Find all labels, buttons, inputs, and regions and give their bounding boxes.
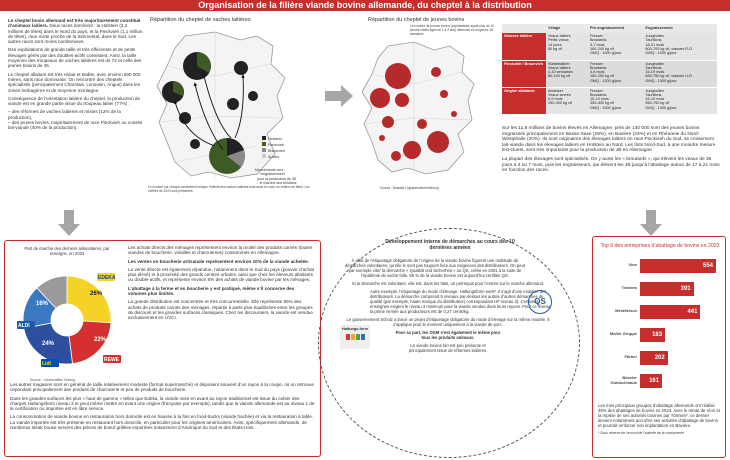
retailer-logo — [17, 321, 35, 329]
matrix-row — [502, 33, 717, 60]
matrix-cell: Jungbullen Taurillons 18-21 mois 600-700 kg vif, classes R-O GMQ : 1000 g/jour — [643, 33, 717, 60]
matrix-row — [502, 60, 717, 87]
svg-text:EDEKA: EDEKA — [98, 275, 116, 281]
center-p6: La viande bovine bio est peu présente et principalement issue de réformes laitières. — [408, 343, 488, 353]
top6-bar: 441 — [640, 305, 700, 319]
matrix-cell: Jungbullen Taurillons 16-19 mois 650-750 kg vif, classes U-R GMQ : 1300 g/jour — [643, 60, 717, 87]
right-p2: La plupart des élevages sont spécialisés. On y aussi les « broutards », qui élèvent les veaux de 36 jours à 4 ou 7 mois, puis les engraisseurs, qui élèvent les JB jusqu’à l’abattage autour de 17 à 21 mois en fonction des races. — [502, 156, 720, 174]
distrib-p8: La consommation de viande bovine en restauration hors domicile est en hausse à la fois en food-trucks (viande hachée) et via la restauration à table. La viande importée est très présente en restaurant hors domicile, en particulier pour les origines américaines. Ainsi, spécifiquement allemande, de nombreux steak house servent des pièces de boeuf grillées importées notamment d’Amérique du Sud et des États-Unis. — [10, 414, 314, 431]
pie-slice-label: 24% — [42, 341, 55, 347]
company-label: Westfleisch — [614, 308, 637, 314]
matrix-cell: Absetzer Veaux sevrés 6-9 mois 250-300 kg vif — [546, 87, 588, 114]
top6-bar-row — [600, 281, 718, 296]
matrix-row — [502, 87, 717, 114]
pie-slice-edeka — [67, 276, 111, 323]
top6-note: * Sous réserve de l’accord de l’autorité de la concurrence — [598, 431, 684, 435]
intro-p4-item2: – des jeunes bovins, majoritairement de race Fleckvieh ou croisés lait-viande (40% de la production). — [8, 120, 143, 131]
company-label: Müller Gruppe — [609, 331, 637, 337]
matrix-cell: Fresser Broutards 4-7 mois 160-240 kg vif GMQ : 1000 g/jour — [588, 33, 643, 60]
qs-logo: QS — [528, 290, 552, 314]
matrix-cell: Fresser Broutards 4-6 mois 160-250 kg vif GMQ : 1200 g/jour — [588, 60, 643, 87]
center-p4: Le gouvernement Scholz a lancé un projet d’étiquetage obligatoire du mode d’élevage sur la même modèle. Il s’applique pour le moment uniquement à la viande de porc. — [346, 317, 550, 327]
market-share-pie-chart — [12, 265, 122, 375]
legend-item: Fleckvieh — [262, 142, 285, 148]
company-label: Tönnies — [621, 285, 637, 291]
top6-bar: 161 — [640, 374, 662, 388]
distrib-p1: Les achats directs des ménages représentent environ la moitié des produits carnés (toutes viandes de boucherie, volailles et charcuteries) consommés en Allemagne. — [128, 245, 313, 256]
distrib-p2: Les ventes en boucherie artisanale représentent environ 10% de la viande achetée. — [128, 258, 310, 264]
pie-title: Part de marché des derniers alimentaires, par enseigne, en 2023 — [24, 246, 110, 256]
company-label: Böseler Goldschmaus — [610, 375, 637, 385]
matrix-header — [502, 24, 546, 33]
map1-legend — [262, 136, 285, 160]
center-p5: Pour sa part, les OGM s’est également le même pour tous les produits animaux. — [395, 330, 501, 340]
matrix-header: Engraissement — [643, 24, 717, 33]
top6-caption — [598, 403, 722, 435]
center-text — [342, 258, 554, 353]
matrix-cell: Fresser Broutards 10-13 mois 350-400 kg vif GMQ : 1000 g/jour — [588, 87, 643, 114]
pie-slice-label: 26% — [90, 291, 103, 297]
matrix-cell: Jungbullen Taurillons 16-19 mois 650-750 kg vif GMQ : 1300 g/jour — [643, 87, 717, 114]
legend-item: Autres — [262, 154, 285, 160]
intro-p4-item1: – des réformes de vaches laitières et mixtes (12% de la production), — [8, 109, 121, 120]
distribution-text-bottom — [10, 382, 315, 430]
matrix-cell: Veaux laitiers Petits veaux 14 jours 60 kg vif — [546, 33, 588, 60]
top6-bar-row — [600, 258, 718, 273]
top6-bar-row — [600, 304, 718, 319]
arrow-down-icon — [58, 210, 80, 236]
intro-text — [8, 18, 143, 131]
top6-title: Top 6 des entreprises d’abattage de bovins en 2023 — [600, 243, 720, 249]
intro-p1b: Deux races dominent : la Holstein (2,2 millions de têtes) dans le Nord du pays, et la Fleckvieh (1,1 million de têtes), race mixte proche de la Simmental, dans le Sud. Les autres races sont moins nombreuses. — [8, 23, 143, 45]
pie-slice-label: 16% — [36, 301, 49, 307]
intro-p3: Le cheptel allaitant est très réduit et stable, avec environ 600 000 mères, sans race dominante. On rencontre des cheptels spécialisés (principalement Charolais, Limousin, Angus) dans les zones herbagères et de moyenne montagne. — [8, 71, 141, 93]
legend-item: Holstein — [262, 136, 285, 142]
pie-slice-label: 22% — [94, 337, 107, 343]
retailer-logo — [97, 273, 116, 281]
map2-young-bulls-germany — [352, 38, 502, 186]
matrix-cell: Starterkälber Veaux laitiers 4-10 semaines 80-100 kg vif — [546, 60, 588, 87]
top6-bar: 202 — [640, 351, 668, 365]
top6-bar-chart — [600, 258, 718, 396]
company-label: Färber — [624, 354, 637, 360]
map1-title: Répartition du cheptel de vaches laitières — [150, 17, 251, 23]
top6-bar-row — [600, 327, 718, 342]
matrix-header: Pré-engraissement — [588, 24, 643, 33]
top6-bar: 554 — [640, 259, 716, 273]
top6-bar-row — [600, 373, 718, 388]
distribution-text — [128, 245, 314, 324]
right-text — [502, 126, 720, 174]
retailer-logo — [41, 359, 59, 367]
svg-text:ALDI: ALDI — [18, 323, 30, 329]
haltungsform-logo: Haltungs-form — [340, 325, 370, 349]
top6-caption-text: Les trois principaux groupes d’abattage allemands ont réalisé 45% des abattages de bovins en 2023. Avec le retrait de Vion et la reprise de ses activités bovines par Tönnies*, ce dernier devient notamment accroître ses activités d’abattage de bovins et pourrait renforcer son implantation en Bavière. — [598, 403, 720, 428]
center-title: Développement interne de démarches au cours des 10 dernières années — [385, 239, 515, 251]
matrix-header: Vêlage — [546, 24, 588, 33]
map2-caption: Source : Destatis / Agrarstrukturerhebung — [380, 186, 439, 190]
arrow-right-icon — [325, 85, 353, 107]
intro-p1a: Le cheptel bovin allemand est très majoritairement constitué d’animaux laitiers. — [8, 18, 141, 29]
distrib-p4: L’abattage à la ferme et en boucherie y est pratiqué, même s’il concerne des volumes plus limités. — [128, 285, 295, 297]
matrix-row-header: Génisse laitière — [502, 33, 546, 60]
map1-caption: Le nombre sur chaque camembert indique l’effectif des vaches laitières total dans le Land, en milliers de têtes. Les chiffres de 2023 sont présentés. — [148, 185, 310, 193]
distrib-p5: La grande distribution est concentrée et très concurrentielle. Elle représente 85% des achats de produits carnés des ménages, répartis à parts plus équilibrées entre les groupes de discount et les grandes surfaces classiques. Chez les discounters, la viande est vendue exclusivement en UVCI. — [128, 299, 313, 321]
intro-p2: Des exploitations de grande taille et très efficientes et de petits élevages gérés par des doubles-actifs coexistent. Ainsi, la taille moyenne des troupeaux de vaches laitières est de 72 et celle des jeunes bovins de 45. — [8, 47, 142, 69]
distrib-p3: La vente directe est également répandue, notamment dans le Sud du pays (pouvoir d’achat plus élevé) et à proximité des grands centres urbains, ainsi que chez les éleveurs allaitants ou double-actifs, et représente environ 5% des achats de viande bovine par les ménages. — [128, 266, 314, 283]
company-label: Vion — [628, 262, 637, 268]
map1-dairy-germany — [145, 26, 325, 186]
distrib-p7: Dans les grandes surfaces les plus « haut de gamme » telles que Edeka, la viande mise en avant au rayon traditionnel est issue du cahier des charges Haltungsform niveau 3 et peut même mettre en avant une origine (française par exemple), tandis que la viande allemande est au niveau 1 de la certification ou importée est en libre service. — [10, 395, 315, 412]
map1-legend-movements: Mouvements vers : → l’engraissement pour la production de JB → le marché aux bestiaux — [255, 168, 297, 185]
matrix-row-header: Origine allaitante — [502, 87, 546, 114]
category-matrix — [502, 24, 717, 115]
matrix-row-header: Fleckvieh / Braunvieh — [502, 60, 546, 87]
svg-text:Lidl: Lidl — [42, 361, 51, 367]
svg-text:REWE: REWE — [104, 357, 119, 363]
intro-p4: Conséquence de l’orientation laitière du cheptel, la production de viande est en grande partie issue du troupeau laitier (77%) : — [8, 95, 141, 107]
legend-item: Braunvieh — [262, 148, 285, 154]
map2-title: Répartition du cheptel de jeunes bovins — [368, 17, 465, 23]
map2-subtitle: Le nombre de jeunes bovins (exploitations ayant plus de 10 jeunes mâles âgés de 1 à 2 ans) détenues en moyenne 18 semaines — [410, 24, 494, 36]
top6-bar: 183 — [640, 328, 665, 342]
center-p3: Autre exemple, l’étiquetage du mode d’élevage, Haltungsform euHF. Il s’agit d’une initiative des distributeurs. La démarche comprend 5 niveaux par-dessus les autres d’autres démarches de qualité (par exemple, haute marque du distributeur) correspondant HF niveau 3). Certaines enseignes exigent le niveau 3 minimum pour la viande vendue dans leurs rayons. Pour ce niveau, la prime versée aux producteurs est de 0,27 cents/kg. — [370, 289, 552, 314]
top6-bar: 391 — [640, 282, 694, 296]
center-p2: Si la démarche est volontaire, elle est, dans les faits, un prérequis pour l’entrée sur le marché allemand. — [351, 281, 545, 286]
arrow-down-icon — [640, 210, 662, 236]
page-title: Organisation de la filière viande bovine allemande, du cheptel à la distribution — [0, 0, 730, 11]
distrib-p6: Les autres magasins sont en général de taille relativement modeste (format supermarché) et disposent souvent d’un rayon à la coupe, où on retrouve cependant principalement des produits de charcuterie et peu de produits de boucherie. — [10, 382, 314, 393]
center-p1: À côté de l’étiquetage obligatoire de l’origine de la viande bovine figurent une multitude de démarches volontaires, qu’elle le sont pas toujours face aux exigences des distributeurs. On peut par exemple citer la démarche « Qualität und Sicherheit » ou QS, créée en 2001 à la suite de l’épidémie de vache folle. 85 % de la viande bovine est aujourd’hui certifiée QS. — [344, 258, 526, 278]
retailer-logo — [103, 355, 121, 363]
right-p1: Sur les 11,8 millions de bovins élevés en Allemagne, près de 140 000 sont des jeunes bovins engraissés principalement en Basse-Saxe (29%), en Bavière (23%) et en Rhénanie du Nord-Westphalie (20%). Ils sont originaires des élevages laitiers en race Fleckvieh du Sud, se croisement lait-viande dans les élevages laitiers en Holstein au Nord. Les îlots Nord-Sud, à une moindre mesure Est-Ouest, sont très importants pour la production de JB en Allemagne. — [502, 126, 716, 154]
pie-source: Source : Lebensmittel Zeitung — [30, 378, 76, 382]
top6-bar-row — [600, 350, 718, 365]
